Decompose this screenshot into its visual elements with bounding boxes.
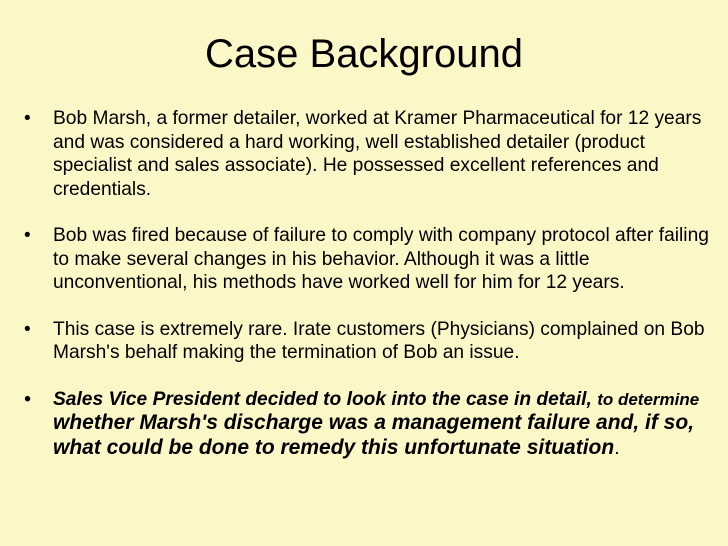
bullet-text: This case is extremely rare. Irate customers (Physicians) complained on Bob Marsh's behalf making the termination of Bob an issue. [53, 318, 705, 363]
bullet-dot-icon: • [24, 225, 31, 246]
emphasis-text-part3: whether Marsh's discharge was a management failure and, if so, what could be done to remedy this unfortunate situation [53, 411, 695, 459]
emphasis-text-tail: . [614, 437, 620, 459]
bullet-text: Bob was fired because of failure to comply with company protocol after failing to make several changes in his behavior. Although it was a little unconventional, his methods have worked well for him for 12 years. [53, 225, 709, 293]
bullet-dot-icon: • [24, 318, 31, 340]
bullet-dot-icon: • [24, 108, 31, 129]
slide-title: Case Background [205, 32, 523, 76]
bullet-text: Bob Marsh, a former detailer, worked at Kramer Pharmaceutical for 12 years and was considered a hard working, well established detailer (product specialist and sales associate). He possessed excellent references and credentials. [53, 108, 702, 200]
emphasis-text-part1: Sales Vice President decided to look into the case in detail, [53, 388, 592, 410]
bullet-dot-icon: • [24, 388, 31, 410]
emphasis-text-part2: to determine [597, 389, 700, 409]
bullet-item [22, 318, 712, 365]
bullet-item [22, 224, 712, 295]
bullet-item [22, 107, 712, 201]
bullet-item-emphasis [22, 388, 712, 461]
bullet-list [22, 107, 712, 460]
